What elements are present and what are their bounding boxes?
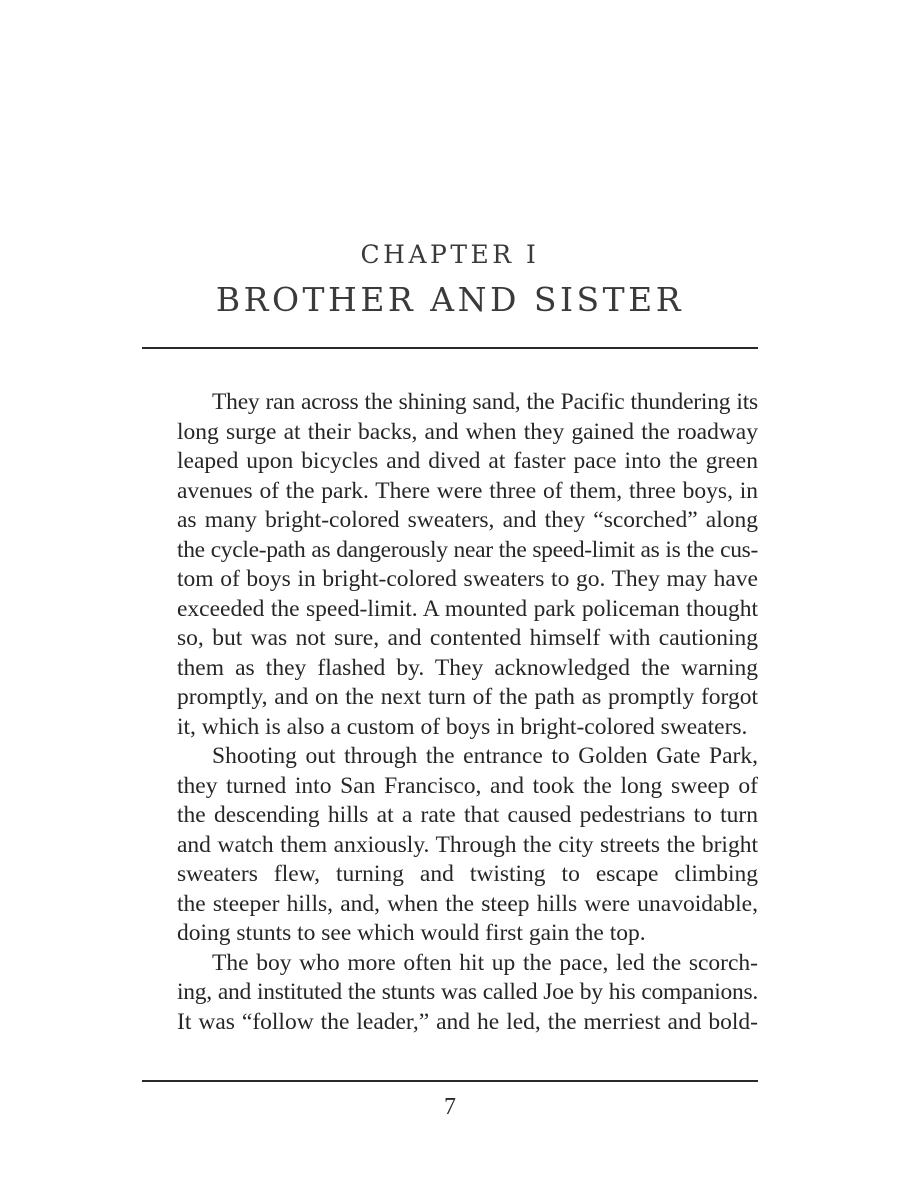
text-line: the cycle-path as dangerously near the speed-limit as is the cus- xyxy=(177,536,758,563)
text-line: leaped upon bicycles and dived at faster pace into the green xyxy=(177,448,758,474)
text-line: doing stunts to see which would first gain the top. xyxy=(177,920,646,946)
text-line: It was “follow the leader,” and he led, the merriest and bold- xyxy=(177,1008,758,1035)
paragraph-1 xyxy=(142,388,758,742)
chapter-body xyxy=(142,388,758,1037)
text-line: long surge at their backs, and when they gained the roadway xyxy=(177,418,758,445)
text-line: tom of boys in bright-colored sweaters to go. They may have xyxy=(177,566,758,592)
text-line: sweaters flew, turning and twisting to escape climbing xyxy=(177,861,758,887)
text-line: The boy who more often hit up the pace, led the scorch- xyxy=(212,949,758,976)
text-line: avenues of the park. There were three of them, three boys, in xyxy=(177,477,758,504)
page-number: 7 xyxy=(444,1094,456,1120)
text-line: as many bright-colored sweaters, and they “scorched” along xyxy=(177,507,758,533)
text-line: the steeper hills, and, when the steep hills were unavoidable, xyxy=(177,890,758,917)
text-line: the descending hills at a rate that caused pedestrians to turn xyxy=(177,802,758,828)
text-line: Shooting out through the entrance to Golden Gate Park, xyxy=(212,743,758,769)
text-line: it, which is also a custom of boys in bright-colored sweaters. xyxy=(177,713,748,740)
text-line: promptly, and on the next turn of the path as promptly forgot xyxy=(177,684,758,710)
text-line: exceeded the speed-limit. A mounted park policeman thought xyxy=(177,595,758,622)
text-line: and watch them anxiously. Through the city streets the bright xyxy=(177,831,758,858)
paragraph-3 xyxy=(142,949,758,1038)
chapter-title: BROTHER AND SISTER xyxy=(215,280,685,319)
text-line: they turned into San Francisco, and took the long sweep of xyxy=(177,772,758,799)
paragraph-2 xyxy=(142,742,758,949)
text-line: so, but was not sure, and contented himself with cautioning xyxy=(177,625,758,651)
text-line: They ran across the shining sand, the Pacific thundering its xyxy=(212,389,758,415)
top-divider-rule xyxy=(142,347,758,349)
text-line: them as they flashed by. They acknowledged the warning xyxy=(177,654,758,681)
bottom-divider-rule xyxy=(142,1080,758,1082)
chapter-number: CHAPTER I xyxy=(360,240,540,269)
text-line: ing, and instituted the stunts was called Joe by his companions. xyxy=(177,979,758,1005)
